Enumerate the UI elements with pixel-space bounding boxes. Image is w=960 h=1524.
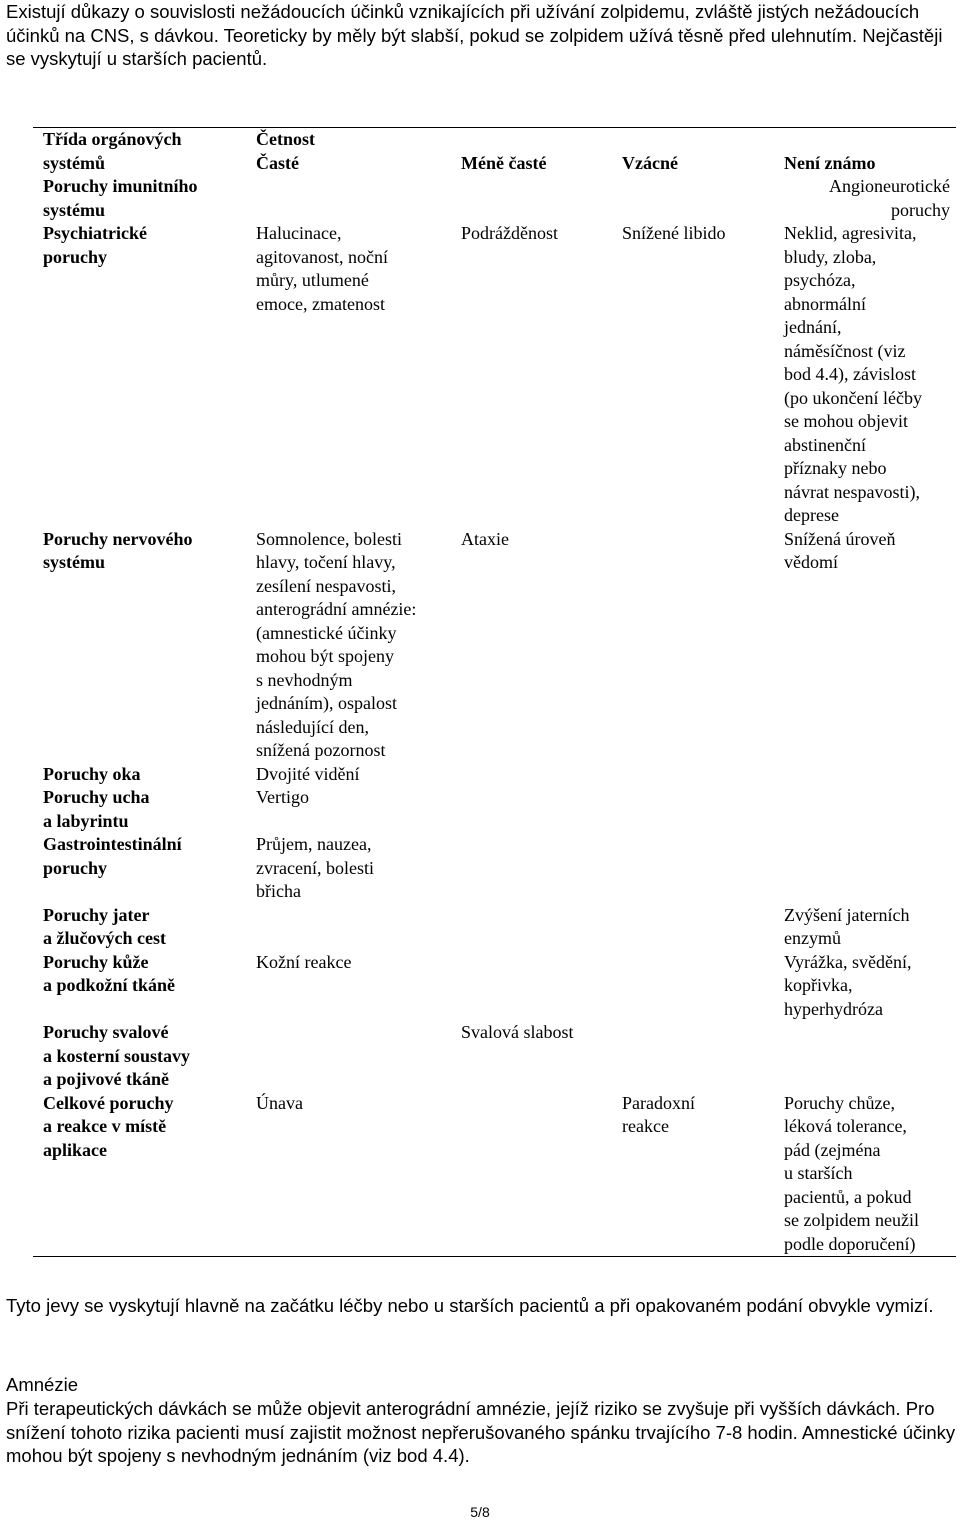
frequency-unknown-cell: Poruchy chůze, léková tolerance, pád (zejména u starších pacientů, a pokud se zolpidem neužil podle doporučení) [784,1092,919,1254]
frequency-unknown-cell: Neklid, agresivita, bludy, zloba, psychóza, abnormální jednání, náměsíčnost (viz bod 4.4), závislost (po ukončení léčby se mohou objevit abstinenční příznaky nebo návrat nespavosti), deprese [784,223,922,525]
frequency-common-cell [246,904,451,951]
frequency-rare-cell [612,951,774,1022]
amnesia-heading: Amnézie [6,1374,78,1395]
adverse-effects-table [33,127,956,1257]
frequency-rare-cell [612,786,774,833]
page-number: 5/8 [470,1504,490,1520]
frequency-common-cell: Únava [256,1092,303,1113]
table-row [33,904,956,951]
col-uncommon-header: Méně časté [461,152,547,173]
frequency-common-cell: Somnolence, bolesti hlavy, točení hlavy, zesílení nespavosti, anterográdní amnézie: (amnestické účinky mohou být spojeny s nevhodným jednáním), ospalost následující den, snížená pozornost [256,528,417,760]
table-row [33,1092,956,1257]
frequency-unknown-cell [774,1021,956,1092]
frequency-common-cell: Průjem, nauzea, zvracení, bolesti břicha [256,834,374,901]
amnesia-paragraph: Při terapeutických dávkách se může objevit anterográdní amnézie, jejíž riziko se zvyšuje při vyšších dávkách. Pro snížení tohoto rizika pacienti musí zajistit možnost nepřerušovaného spánku trvajícího 7-8 hodin. Amnestické účinky mohou být spojeny s nevhodným jednáním (viz bod 4.4). [6,1398,956,1466]
organ-class-cell: Poruchy imunitního systému [43,176,198,220]
frequency-unknown-cell [774,833,956,904]
table-row [33,786,956,833]
frequency-unknown-cell: Vyrážka, svědění, kopřivka, hyperhydróza [784,951,912,1019]
frequency-unknown-cell: Snížená úroveň vědomí [784,528,896,572]
organ-class-cell: Celkové poruchy a reakce v místě aplikace [43,1092,174,1160]
frequency-common-cell: Kožní reakce [256,951,352,972]
frequency-rare-cell: Paradoxní reakce [622,1092,695,1136]
frequency-common-cell: Halucinace, agitovanost, noční můry, utlumené emoce, zmatenost [256,223,388,314]
table-header-row [33,128,956,152]
frequency-unknown-cell [774,786,956,833]
intro-paragraph: Existují důkazy o souvislosti nežádoucích účinků vznikajících při užívání zolpidemu, zvláště jistých nežádoucích účinků na CNS, s dávkou. Teoreticky by měly být slabší, pokud se zolpidem užívá těsně před ulehnutím. Nejčastěji se vyskytují u starších pacientů. [6,1,943,69]
frequency-common-cell: Dvojité vidění [256,763,360,784]
frequency-rare-cell [612,528,774,763]
frequency-uncommon-cell: Ataxie [461,528,509,549]
table-row [33,833,956,904]
organ-class-cell: Gastrointestinální poruchy [43,834,182,878]
frequency-uncommon-cell [451,175,612,222]
frequency-uncommon-cell: Podrážděnost [461,223,558,243]
organ-class-cell: Poruchy jater a žlučových cest [43,904,166,948]
organ-class-cell: Poruchy kůže a podkožní tkáně [43,951,176,995]
table-row [33,951,956,1022]
table-row [33,175,956,222]
frequency-rare-cell [612,763,774,787]
frequency-uncommon-cell [451,951,612,1022]
frequency-common-cell [246,175,451,222]
frequency-header: Četnost [256,129,315,149]
organ-class-cell: Poruchy nervového systému [43,528,193,572]
frequency-uncommon-cell: Svalová slabost [461,1022,574,1042]
col-common-header: Časté [256,152,299,173]
organ-class-cell: Psychiatrické poruchy [43,223,147,267]
frequency-uncommon-cell [451,904,612,951]
frequency-unknown-cell [774,763,956,787]
col-rare-header: Vzácné [622,152,678,173]
frequency-rare-cell: Snížené libido [622,223,726,243]
organ-class-cell: Poruchy oka [43,763,141,784]
table-row [33,222,956,528]
frequency-rare-cell [612,833,774,904]
col-unknown-header: Není známo [784,152,876,173]
table-row [33,763,956,787]
frequency-common-cell: Vertigo [256,787,309,807]
frequency-uncommon-cell [451,763,612,787]
organ-class-cell: Poruchy svalové a kosterní soustavy a pojivové tkáně [43,1022,191,1089]
table-row [33,528,956,763]
organ-class-cell: Poruchy ucha a labyrintu [43,787,150,831]
frequency-common-cell [246,1021,451,1092]
frequency-rare-cell [612,175,774,222]
frequency-unknown-cell: Zvýšení jaterních enzymů [784,904,910,948]
frequency-rare-cell [612,1021,774,1092]
frequency-uncommon-cell [451,833,612,904]
table-row [33,1021,956,1092]
organ-class-header: Třída orgánových systémů [43,129,182,173]
frequency-uncommon-cell [451,786,612,833]
frequency-uncommon-cell [451,1092,612,1257]
after-table-paragraph: Tyto jevy se vyskytují hlavně na začátku léčby nebo u starších pacientů a při opakovaném podání obvykle vymizí. [6,1295,934,1316]
frequency-rare-cell [612,904,774,951]
frequency-unknown-cell: Angioneurotické poruchy [829,176,950,220]
